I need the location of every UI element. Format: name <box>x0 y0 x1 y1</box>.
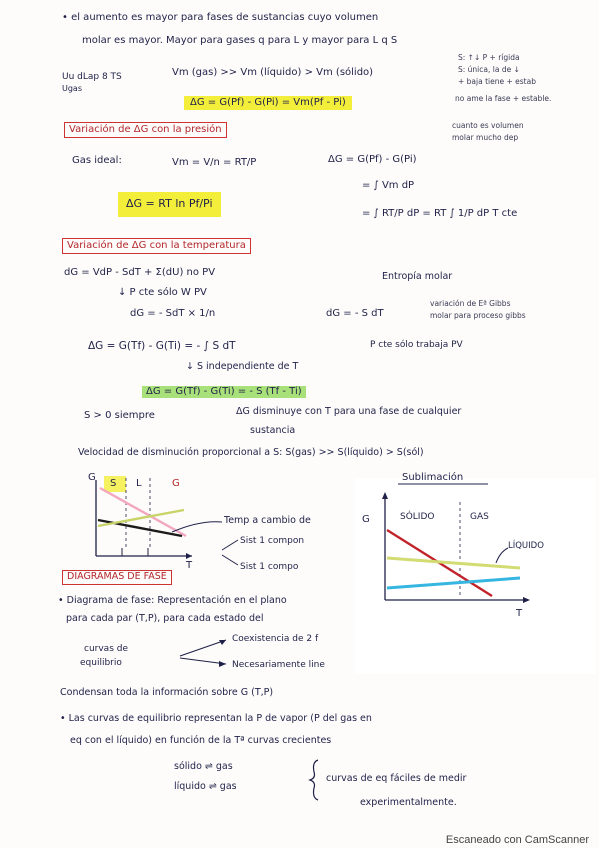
small-chart-ylabel: G <box>88 472 96 483</box>
sustancia-text: sustancia <box>250 425 296 436</box>
sublimation-ylabel: G <box>362 514 370 525</box>
section-diagramas-title: DIAGRAMAS DE FASE <box>62 570 172 585</box>
side-note-6: molar mucho dep <box>452 133 519 142</box>
section-pressure-title: Variación de ΔG con la presión <box>64 122 227 138</box>
solido-gas-eq: sólido ⇌ gas <box>174 761 233 772</box>
gas-ideal-label: Gas ideal: <box>72 155 122 166</box>
curvas-eq-line-2: eq con el líquido) en función de la Tª curvas crecientes <box>70 735 332 746</box>
dg-sdt-2: dG = - S dT <box>326 308 384 319</box>
dg-sdt-1: dG = - SdT × 1/n <box>130 308 216 319</box>
small-chart-label-g: G <box>172 478 180 489</box>
delta-g-integral: ΔG = G(Tf) - G(Ti) = - ∫ S dT <box>88 340 236 352</box>
equilibrio-label: equilibrio <box>80 658 122 668</box>
delta-g-s-formula: ΔG = G(Tf) - G(Ti) = - S (Tf - Ti) <box>142 386 306 398</box>
vm-inequality: Vm (gas) >> Vm (líquido) > Vm (sólido) <box>172 67 374 78</box>
temp-cambio-text: Temp a cambio de <box>224 515 311 526</box>
s-independiente: ↓ S independiente de T <box>186 361 299 372</box>
curvas-faciles-text: curvas de eq fáciles de medir <box>326 773 467 784</box>
small-chart-label-l: L <box>136 478 142 489</box>
var-gibbs-1: variación de Eª Gibbs <box>430 299 511 308</box>
dg-full-equation: dG = VdP - SdT + Σ(dU) no PV <box>64 267 216 278</box>
delta-g-disminuye: ΔG disminuye con T para una fase de cualquier <box>236 406 462 417</box>
sublimation-xlabel: T <box>516 608 523 619</box>
sublimation-solido-label: SÓLIDO <box>400 512 435 522</box>
condensan-text: Condensan toda la información sobre G (T,P) <box>60 687 274 698</box>
experimentalmente-text: experimentalmente. <box>360 797 457 808</box>
liquido-gas-eq: líquido ⇌ gas <box>174 781 237 792</box>
uu-text: Uu dLap 8 TS <box>62 72 122 82</box>
diagrama-line-1: • Diagrama de fase: Representación en el plano <box>58 595 287 606</box>
delta-g-rt-formula: ΔG = RT ln Pf/Pi <box>118 192 221 217</box>
side-note-3: + baja tiene + estab <box>458 77 536 86</box>
necesariamente-text: Necesariamente line <box>232 660 325 670</box>
entropia-label: Entropía molar <box>382 271 453 282</box>
sist-1-text: Sist 1 compon <box>240 536 305 546</box>
sist-2-text: Sist 1 compo <box>240 562 299 572</box>
sublimation-title: Sublimación <box>402 472 464 483</box>
delta-g-definition: ΔG = G(Pf) - G(Pi) <box>328 154 417 165</box>
diagrama-line-2: para cada par (T,P), para cada estado del <box>66 613 264 624</box>
var-gibbs-2: molar para proceso gibbs <box>430 311 526 320</box>
integral-1: = ∫ Vm dP <box>362 180 415 191</box>
side-note-4: no ame la fase + estable. <box>455 94 552 103</box>
side-note-5: cuanto es volumen <box>452 121 524 130</box>
sublimation-gas-label: GAS <box>470 512 489 522</box>
velocidad-text: Velocidad de disminución proporcional a S: S(gas) >> S(líquido) > S(sól) <box>78 447 424 458</box>
line-2: molar es mayor. Mayor para gases q para L y mayor para L q S <box>82 35 398 46</box>
sublimation-liquido-label: LÍQUIDO <box>508 541 544 551</box>
line-1: • el aumento es mayor para fases de sustancias cuyo volumen <box>62 12 379 23</box>
s-positivo: S > 0 siempre <box>84 410 155 421</box>
p-cte-note: ↓ P cte sólo W PV <box>118 287 207 298</box>
small-chart-label-s: S <box>110 478 117 489</box>
vm-equation: Vm = V/n = RT/P <box>172 157 257 168</box>
side-note-1: S: ↑↓ P + rígida <box>458 53 520 62</box>
delta-g-vm-formula: ΔG = G(Pf) - G(Pi) = Vm(Pf - Pi) <box>184 96 352 110</box>
p-cte-note-2: P cte sólo trabaja PV <box>370 340 463 350</box>
integral-2: = ∫ RT/P dP = RT ∫ 1/P dP T cte <box>362 208 518 219</box>
ugas-text: Ugas <box>62 84 83 93</box>
scanner-footer: Escaneado con CamScanner <box>445 834 589 846</box>
small-chart-xlabel: T <box>186 560 193 571</box>
curvas-label: curvas de <box>84 644 128 654</box>
side-note-2: S: única, la de ↓ <box>458 65 520 74</box>
section-temperature-title: Variación de ΔG con la temperatura <box>62 238 251 254</box>
coexistencia-text: Coexistencia de 2 f <box>232 634 319 644</box>
curvas-eq-line-1: • Las curvas de equilibrio representan la P de vapor (P del gas en <box>60 713 372 724</box>
